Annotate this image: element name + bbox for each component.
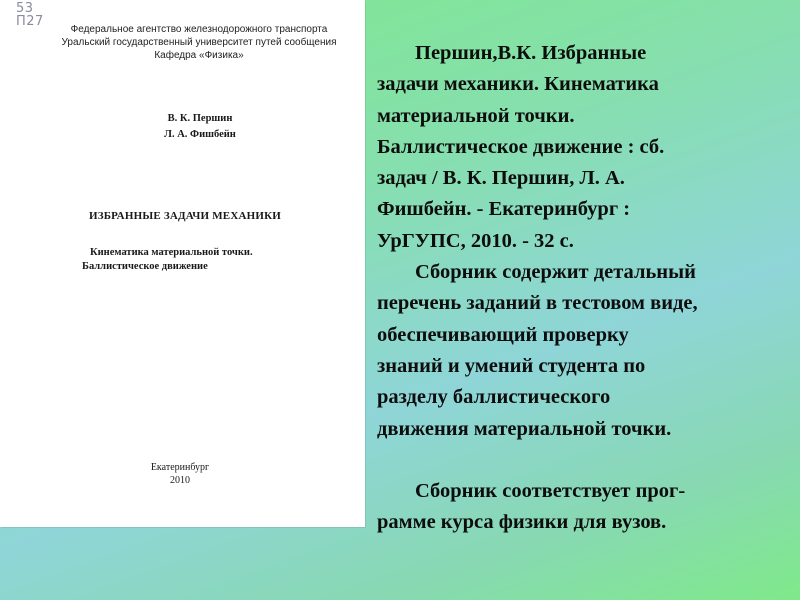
shelfmark-line: П27 — [16, 14, 44, 29]
shelfmark-line: 53 — [16, 1, 34, 16]
cover-subtitle-line: Баллистическое движение — [82, 261, 208, 272]
cover-subtitle — [80, 246, 320, 274]
cover-authors — [100, 111, 300, 143]
citation-line: задачи механики. Кинематика — [377, 73, 659, 96]
summary-line: знаний и умений студента по — [377, 354, 646, 377]
cover-city: Екатеринбург — [150, 462, 210, 473]
summary-paragraph — [377, 257, 795, 445]
summary-line: движения материальной точки. — [377, 417, 672, 440]
book-description — [377, 38, 795, 538]
cover-title: ИЗБРАННЫЕ ЗАДАЧИ МЕХАНИКИ — [88, 210, 282, 222]
organization-block — [54, 23, 344, 62]
cover-year: 2010 — [170, 475, 190, 486]
summary-line: разделу баллистического — [377, 386, 611, 409]
cover-author: В. К. Першин — [167, 113, 233, 124]
citation-line: Першин,В.К. Избранные — [415, 42, 647, 64]
citation-paragraph — [377, 38, 795, 257]
cover-author: Л. А. Фишбейн — [164, 129, 236, 140]
citation-line: задач / В. К. Першин, Л. А. — [377, 167, 625, 190]
citation-line: УрГУПС, 2010. - 32 с. — [377, 229, 574, 252]
cover-imprint — [120, 461, 240, 487]
citation-line: Баллистическое движение : сб. — [377, 135, 665, 158]
cover-subtitle-line: Кинематика материальной точки. — [90, 247, 253, 258]
organization-line: Федеральное агентство железнодорожного транспорта — [70, 24, 328, 35]
summary-line: перечень заданий в тестовом виде, — [377, 292, 698, 315]
note-paragraph — [377, 476, 795, 539]
department-line: Кафедра «Физика» — [154, 50, 244, 61]
summary-line: обеспечивающий проверку — [377, 323, 629, 346]
summary-line: Сборник содержит детальный — [415, 261, 696, 284]
citation-line: материальной точки. — [377, 104, 575, 127]
organization-line: Уральский государственный университет путей сообщения — [61, 37, 337, 48]
note-line: рамме курса физики для вузов. — [377, 511, 667, 534]
note-line: Сборник соответствует прог- — [415, 479, 686, 502]
shelfmark — [16, 2, 44, 28]
citation-line: Фишбейн. - Екатеринбург : — [377, 198, 631, 221]
book-cover-scan — [0, 0, 365, 527]
